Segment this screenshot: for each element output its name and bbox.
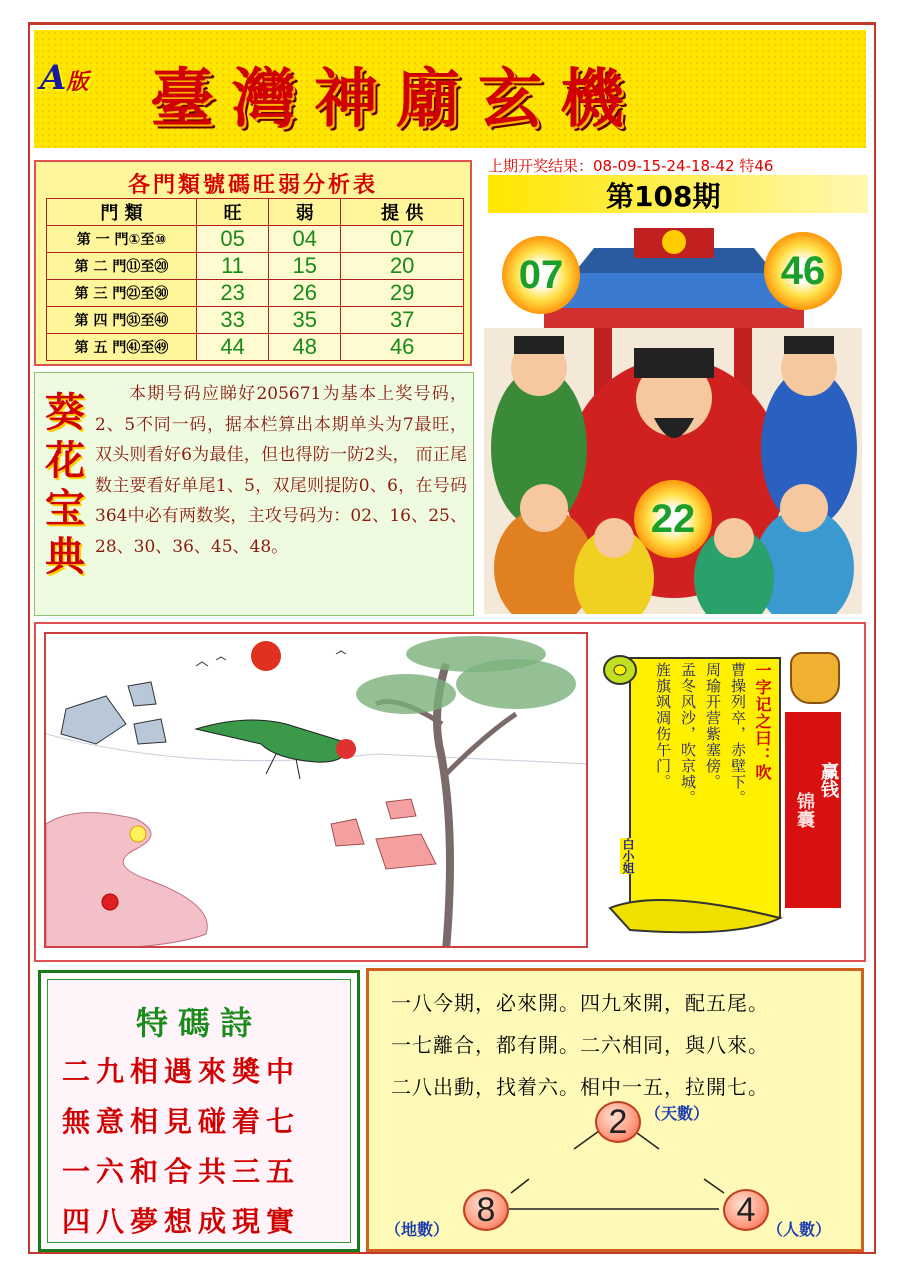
tigong-cell: 07 bbox=[341, 226, 464, 253]
table-row bbox=[47, 280, 464, 307]
issue-number: 第108期 bbox=[488, 175, 868, 213]
di-number: 8 bbox=[463, 1189, 509, 1231]
temple-illustration bbox=[484, 218, 862, 614]
special-poem-line: 無意相見碰着七 bbox=[62, 1105, 301, 1138]
wang-cell: 05 bbox=[197, 226, 269, 253]
special-poem-line: 四八夢想成現實 bbox=[62, 1205, 301, 1238]
special-poem-line: 一六和合共三五 bbox=[62, 1155, 301, 1188]
di-label: （地數） bbox=[385, 1220, 450, 1239]
ren-number: 4 bbox=[723, 1189, 769, 1231]
number-poem-line: 一七離合，都有開。二六相同，與八來。 bbox=[391, 1033, 769, 1057]
scroll-text bbox=[636, 662, 774, 910]
wang-cell: 11 bbox=[197, 253, 269, 280]
number-poem-line: 二八出動，找着六。相中一五，拉開七。 bbox=[391, 1075, 769, 1099]
special-poem-title: 特碼詩 bbox=[135, 1004, 262, 1042]
table-row bbox=[47, 226, 464, 253]
table-header: 提 供 bbox=[341, 199, 464, 226]
jinnang-sign: 赢钱 锦囊 bbox=[785, 712, 841, 908]
table-row bbox=[47, 307, 464, 334]
number-poem-line: 一八今期，必來開。四九來開，配五尾。 bbox=[391, 991, 769, 1015]
ruo-cell: 15 bbox=[269, 253, 341, 280]
tigong-cell: 37 bbox=[341, 307, 464, 334]
special-poem-line: 二九相遇來奬中 bbox=[62, 1055, 301, 1088]
door-cell: 第 五 門㊶至㊾ bbox=[47, 334, 197, 361]
money-bag-icon bbox=[790, 652, 840, 704]
ruo-cell: 26 bbox=[269, 280, 341, 307]
wang-cell: 33 bbox=[197, 307, 269, 334]
door-cell: 第 一 門①至⑩ bbox=[47, 226, 197, 253]
lucky-ball: 22 bbox=[634, 480, 712, 558]
analysis-table bbox=[46, 198, 464, 361]
table-header: 弱 bbox=[269, 199, 341, 226]
table-row bbox=[47, 253, 464, 280]
scroll-line: 孟冬风沙，吹京城。 bbox=[679, 662, 697, 806]
tigong-cell: 29 bbox=[341, 280, 464, 307]
tigong-cell: 20 bbox=[341, 253, 464, 280]
special-code-poem bbox=[38, 970, 360, 1252]
puzzle-picture bbox=[44, 632, 588, 948]
scroll-line: 曹操列卒，赤壁下。 bbox=[729, 662, 747, 806]
sunflower-text: 本期号码应睇好205671为基本上奖号码，2、5不同一码，据本栏算出本期单头为7最旺，双头则看好6为最佳，但也得防一防2头， 而正尾数主要看好单尾1、5，双尾则提防0、6，在号码364中必有两数奖，主攻号码为：02、16、25、28、30、36、45、48。 bbox=[95, 384, 467, 557]
ruo-cell: 35 bbox=[269, 307, 341, 334]
ruo-cell: 48 bbox=[269, 334, 341, 361]
scroll-author: 白小姐 bbox=[621, 838, 635, 874]
special-code-poem-inner bbox=[47, 979, 351, 1243]
number-poem bbox=[366, 968, 864, 1252]
last-draw-result: 上期开奖结果：08-09-15-24-18-42 特46 bbox=[488, 157, 774, 175]
edition-badge: A版 bbox=[40, 58, 89, 98]
analysis-table-title: 各門類號碼旺弱分析表 bbox=[127, 173, 378, 198]
ruo-cell: 04 bbox=[269, 226, 341, 253]
table-header: 門 類 bbox=[47, 199, 197, 226]
tian-number: 2 bbox=[595, 1101, 641, 1143]
door-cell: 第 三 門㉑至㉚ bbox=[47, 280, 197, 307]
lucky-ball: 46 bbox=[764, 232, 842, 310]
sunflower-panel bbox=[34, 372, 474, 616]
sunflower-title: 葵 花 宝 典 bbox=[45, 389, 85, 580]
table-row bbox=[47, 334, 464, 361]
page-title: 臺灣神廟玄機 bbox=[150, 62, 642, 137]
door-cell: 第 四 門㉛至㊵ bbox=[47, 307, 197, 334]
scroll-line: 旌旗飒凋伤午门。 bbox=[654, 662, 672, 790]
scroll-line: 周瑜开营紫塞傍。 bbox=[704, 662, 722, 790]
scroll-heading: 一字记之曰：吹 bbox=[753, 662, 772, 781]
tigong-cell: 46 bbox=[341, 334, 464, 361]
door-cell: 第 二 門⑪至⑳ bbox=[47, 253, 197, 280]
ren-label: （人數） bbox=[767, 1220, 832, 1239]
wang-cell: 23 bbox=[197, 280, 269, 307]
tian-label: （天數） bbox=[645, 1104, 710, 1123]
wang-cell: 44 bbox=[197, 334, 269, 361]
lucky-ball: 07 bbox=[502, 236, 580, 314]
bird-scene bbox=[46, 634, 588, 948]
table-header: 旺 bbox=[197, 199, 269, 226]
analysis-table-panel bbox=[34, 160, 472, 366]
